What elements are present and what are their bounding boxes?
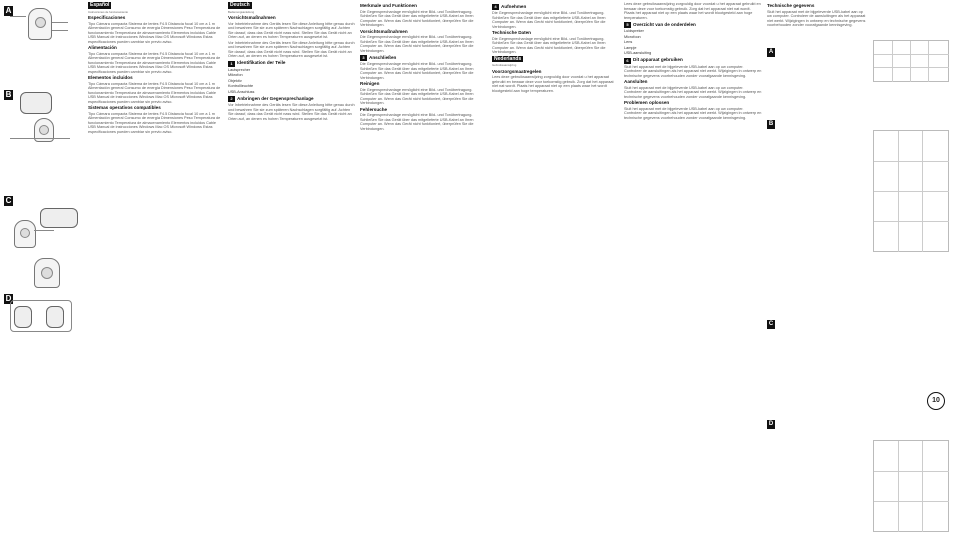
list-item: Lens (624, 40, 633, 44)
grid-line (928, 41, 929, 82)
section-heading: Merkmale und Funktionen (360, 3, 417, 8)
body-text: Sluit het apparaat met de bijgeleverde USB-kabel aan op uw computer. Controleer de aansluitingen als het apparaat niet werkt. Wijzigingen in ontwerp en technische gegevens voorbehouden zonder voorafgaande kennisgeving. (624, 106, 762, 120)
section-heading: Especificaciones (88, 15, 126, 20)
section-label: B (5, 90, 12, 99)
section-heading: Voorzorgsmaatregelen (492, 68, 542, 74)
grid-line (874, 471, 949, 472)
recycling-badge-icon: 10 (927, 392, 945, 410)
diagram-grid (873, 130, 949, 252)
number-box: 1 (228, 61, 235, 67)
section-heading: Technische Daten (492, 30, 531, 35)
device-bracket (14, 306, 32, 328)
column-title: Nederlands (494, 55, 522, 62)
section-heading: Reinigen (360, 81, 380, 86)
column-deutsch (228, 2, 356, 538)
body-text: Tipo Cámara compacta Sistema de lentes F4.5 Distancia focal 10 cm a 1 m Alimentación general Consumo de energía Dimensiones Peso Temperatura de funcionamiento Temperatura de almacenamiento Elementos incluidos Cable USB Manual de instrucciones Windows Mac OS Microsoft Windows Estas especificaciones pueden cambiar sin previo aviso. (88, 51, 221, 74)
body-text: Tipo Cámara compacta Sistema de lentes F4.5 Distancia focal 10 cm a 1 m Alimentación general Consumo de energía Dimensiones Peso Temperatura de funcionamiento Temperatura de almacenamiento Elementos incluidos Cable USB Manual de instrucciones Windows Mac OS Microsoft Windows Estas especificaciones pueden cambiar sin previo aviso. (88, 81, 221, 104)
section-label: D (5, 294, 12, 303)
heading-text: Identifikation der Teile (237, 60, 286, 66)
numbered-heading (624, 22, 762, 28)
device-bracket (46, 306, 64, 328)
body-text: Die Gegensprechanlage ermöglicht eine Bild- und Tonübertragung. Schließen Sie das Gerät über das mitgelieferte USB-Kabel an Ihren Computer an. Wenn das Gerät nicht funktioniert, überprüfen Sie die Verbindungen. (492, 36, 606, 54)
body-text: Die Gegensprechanlage ermöglicht eine Bild- und Tonübertragung. Schließen Sie das Gerät über das mitgelieferte USB-Kabel an Ihren Computer an. Wenn das Gerät nicht funktioniert, überprüfen Sie die Verbindungen. (360, 9, 474, 27)
column-subtitle: Gebruiksaanwijzing (492, 63, 517, 67)
section-heading: Fehlersuche (360, 106, 388, 112)
list-item: USB-Anschluss (228, 89, 255, 94)
body-text: Vor Inbetriebnahme des Geräts lesen Sie diese Anleitung bitte genau durch und bewahren Sie sie zum späteren Nachschlagen sorgfältig auf. Achten Sie darauf, dass das Gerät nicht nass wird. Stellen Sie das Gerät nicht an Orten auf, an denen es hohen Temperaturen ausgesetzt ist. (228, 40, 355, 58)
list-item: USB-aansluiting (624, 51, 652, 55)
callout-line (10, 16, 26, 17)
body-text: Die Gegensprechanlage ermöglicht eine Bild- und Tonübertragung. Schließen Sie das Gerät über das mitgelieferte USB-Kabel an Ihren Computer an. Wenn das Gerät nicht funktioniert, überprüfen Sie die Verbindungen. (360, 35, 474, 53)
number-box: 4 (492, 4, 499, 10)
numbered-heading (228, 96, 356, 102)
column-title: Deutsch (230, 2, 250, 8)
list-item: Lautsprecher (228, 67, 251, 72)
section-label: C (5, 196, 12, 205)
number-box: 5 (624, 22, 631, 28)
grid-line (922, 441, 923, 532)
heading-text: Anschließen (369, 54, 397, 60)
list-item: Mikrofon (228, 73, 243, 77)
device-top-view (34, 258, 60, 288)
section-heading: Aansluiten (624, 79, 648, 84)
body-text: Lees deze gebruiksaanwijzing zorgvuldig door voordat u het apparaat gebruikt en bewaar deze voor toekomstig gebruik. Zorg dat het apparaat niet nat wordt. Plaats het apparaat niet op een plaats waar het wordt blootgesteld aan hoge temperaturen. (492, 75, 614, 93)
grid-line (892, 41, 893, 82)
section-heading: Technische gegevens (767, 3, 815, 8)
section-label: A (5, 6, 12, 15)
numbered-heading (360, 55, 488, 61)
column-merkmale (360, 2, 488, 538)
lens-icon (20, 228, 30, 238)
right-strip (767, 0, 954, 542)
callout-line (52, 22, 68, 23)
computer-icon (40, 208, 78, 228)
body-text: Vor Inbetriebnahme des Geräts lesen Sie diese Anleitung bitte genau durch und bewahren Sie sie zum späteren Nachschlagen sorgfältig auf. Achten Sie darauf, dass das Gerät nicht nass wird. Stellen Sie das Gerät nicht an Orten auf, an denen es hohen Temperaturen ausgesetzt ist. (228, 103, 355, 121)
side-tab: B (768, 121, 774, 127)
callout-line (52, 30, 68, 31)
column-nederlands (492, 2, 620, 538)
numbered-heading (228, 61, 356, 67)
number-box: 3 (360, 55, 367, 61)
lens-icon (39, 125, 49, 135)
section-heading: Vorsichtsmaßnahmen (360, 28, 408, 34)
side-tab: D (768, 421, 774, 427)
number-box: 6 (624, 58, 631, 64)
diagram-strip (0, 0, 84, 542)
device-mounted (20, 92, 52, 114)
list-item: Objektiv (228, 78, 242, 83)
list-item: Kontrollleuchte (228, 84, 254, 88)
divider (10, 138, 70, 139)
body-text: Tipo Cámara compacta Sistema de lentes F4.5 Distancia focal 10 cm a 1 m Alimentación general Consumo de energía Dimensiones Peso Temperatura de funcionamiento Temperatura de almacenamiento Elementos incluidos Cable USB Manual de instrucciones Windows Mac OS Microsoft Windows Estas especificaciones pueden cambiar sin previo aviso. (88, 21, 221, 44)
side-tab: A (768, 49, 774, 55)
lens-icon (41, 267, 53, 279)
body-text: Die Gegensprechanlage ermöglicht eine Bild- und Tonübertragung. Schließen Sie das Gerät über das mitgelieferte USB-Kabel an Ihren Computer an. Wenn das Gerät nicht funktioniert, überprüfen Sie die Verbindungen. (360, 62, 474, 80)
device-front-view (28, 8, 52, 40)
heading-text: Anbringen der Gegensprechanlage (237, 95, 314, 101)
list-item: Microfoon (624, 34, 641, 39)
grid-line (874, 54, 949, 55)
grid-line (910, 41, 911, 82)
list-item: Lampje (624, 45, 637, 50)
section-heading: Vorsichtsmaßnahmen (228, 15, 276, 20)
body-text: Lees deze gebruiksaanwijzing zorgvuldig door voordat u het apparaat gebruikt en bewaar deze voor toekomstig gebruik. Zorg dat het apparaat niet nat wordt. Plaats het apparaat niet op een plaats waar het wordt blootgesteld aan hoge temperaturen. (624, 2, 761, 20)
lens-icon (35, 17, 46, 28)
heading-text: Aufnehmen (501, 3, 527, 9)
side-tab: C (768, 321, 774, 327)
section-heading: Sistemas operativos compatibles (88, 105, 161, 110)
section-heading: Problemen oplossen (624, 100, 670, 105)
column-subtitle: Bedienungsanleitung (228, 9, 255, 14)
usb-cable (34, 230, 54, 231)
grid-line (874, 501, 949, 502)
body-text: Die Gegensprechanlage ermöglicht eine Bild- und Tonübertragung. Schließen Sie das Gerät über das mitgelieferte USB-Kabel an Ihren Computer an. Wenn das Gerät nicht funktioniert, überprüfen Sie die Verbindungen. (360, 87, 474, 105)
column-nederlands-2 (624, 2, 762, 538)
specs-column (767, 2, 867, 122)
body-text: Vor Inbetriebnahme des Geräts lesen Sie diese Anleitung bitte genau durch und bewahren Sie sie zum späteren Nachschlagen sorgfältig auf. Achten Sie darauf, dass das Gerät nicht nass wird. Stellen Sie das Gerät nicht an Orten auf, an denen es hohen Temperaturen ausgesetzt ist. (228, 21, 355, 39)
grid-line (898, 441, 899, 532)
column-title: Español (90, 2, 110, 8)
diagram-grid (873, 440, 949, 532)
section-heading: Alimentación (88, 45, 117, 50)
column-espanol (88, 2, 224, 538)
column-subtitle: Instrucciones de funcionamiento (88, 9, 129, 14)
diagram-grid (873, 40, 949, 82)
number-box: 2 (228, 96, 235, 102)
body-text: Sluit het apparaat met de bijgeleverde USB-kabel aan op uw computer. Controleer de aansluitingen als het apparaat niet werkt. Wijzigingen in ontwerp en technische gegevens voorbehouden zonder voorafgaande kennisgeving. (624, 64, 762, 78)
body-text: Tipo Cámara compacta Sistema de lentes F4.5 Distancia focal 10 cm a 1 m Alimentación general Consumo de energía Dimensiones Peso Temperatura de funcionamiento Temperatura de almacenamiento Elementos incluidos Cable USB Manual de instrucciones Windows Mac OS Microsoft Windows Estas especificaciones pueden cambiar sin previo aviso. (88, 111, 221, 134)
numbered-heading (624, 58, 762, 64)
device-connected (14, 220, 36, 248)
heading-text: Overzicht van de onderdelen (633, 21, 696, 27)
body-text: Die Gegensprechanlage ermöglicht eine Bild- und Tonübertragung. Schließen Sie das Gerät über das mitgelieferte USB-Kabel an Ihren Computer an. Wenn das Gerät nicht funktioniert, überprüfen Sie die Verbindungen. (492, 11, 606, 29)
grid-line (874, 191, 949, 192)
numbered-heading (492, 4, 620, 10)
heading-text: Dit apparaat gebruiken (633, 57, 683, 63)
list-item: Luidspreker (624, 29, 644, 33)
grid-line (874, 221, 949, 222)
body-text: Sluit het apparaat met de bijgeleverde USB-kabel aan op uw computer. Controleer de aansluitingen als het apparaat niet werkt. Wijzigingen in ontwerp en technische gegevens voorbehouden zonder voorafgaande kennisgeving. (767, 9, 866, 27)
grid-line (874, 67, 949, 68)
section-heading: Elementos incluidos (88, 75, 133, 80)
body-text: Die Gegensprechanlage ermöglicht eine Bild- und Tonübertragung. Schließen Sie das Gerät über das mitgelieferte USB-Kabel an Ihren Computer an. Wenn das Gerät nicht funktioniert, überprüfen Sie die Verbindungen. (360, 113, 474, 131)
body-text: Sluit het apparaat met de bijgeleverde USB-kabel aan op uw computer. Controleer de aansluitingen als het apparaat niet werkt. Wijzigingen in ontwerp en technische gegevens voorbehouden zonder voorafgaande kennisgeving. (624, 85, 762, 99)
grid-line (874, 161, 949, 162)
